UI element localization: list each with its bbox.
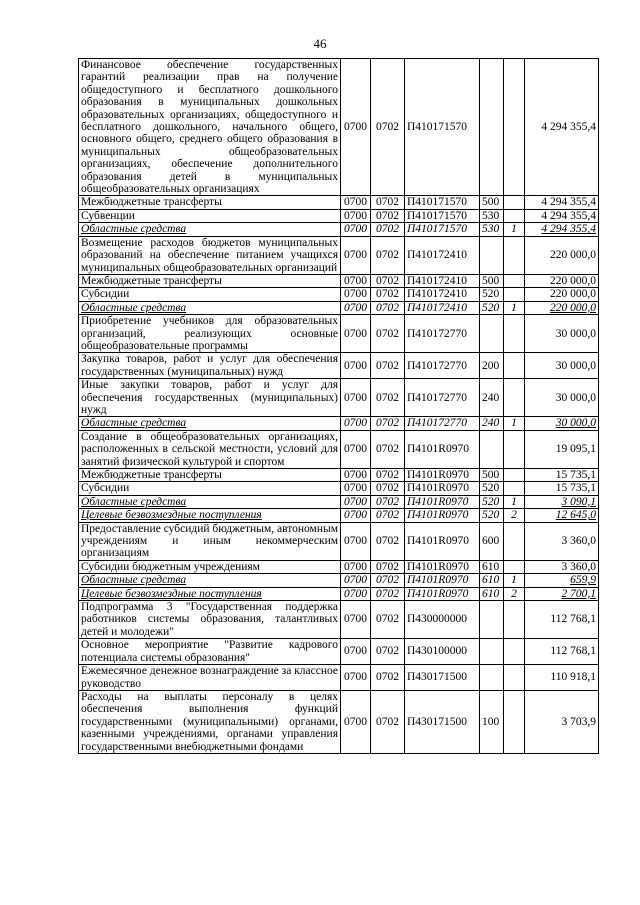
section-code: 0700 (341, 574, 371, 587)
expense-type-code: 520 (480, 482, 504, 495)
amount: 4 294 355,4 (525, 209, 599, 222)
expense-type-code: 500 (480, 469, 504, 482)
funding-source-code (504, 288, 525, 301)
section-code: 0700 (341, 209, 371, 222)
expense-type-code (480, 639, 504, 665)
funding-source-code (504, 469, 525, 482)
row-name: Финансовое обеспечение государственных гарантий реализации прав на получение общедоступного и бесплатного дошкольного образования в муниципальных дошкольных образовательных организациях, общедоступного и бесплатного дошкольного, начального общего, основного общего, среднего общего образования в муниципальных общеобразовательных организациях, обеспечение дополнительного образования детей в муниципальных общеобразовательных организациях (79, 59, 341, 196)
subsection-code: 0702 (371, 353, 405, 379)
section-code: 0700 (341, 560, 371, 573)
target-article-code: П430000000 (405, 601, 480, 639)
section-code: 0700 (341, 301, 371, 314)
target-article-code: П410172770 (405, 417, 480, 430)
expense-type-code: 500 (480, 274, 504, 287)
amount: 220 000,0 (525, 301, 599, 314)
row-name: Основное мероприятие "Развитие кадрового потенциала системы образования" (79, 639, 341, 665)
subsection-code: 0702 (371, 495, 405, 508)
target-article-code: П4101R0970 (405, 430, 480, 468)
section-code: 0700 (341, 601, 371, 639)
row-name: Закупка товаров, работ и услуг для обеспечения государственных (муниципальных) нужд (79, 353, 341, 379)
expense-type-code (480, 665, 504, 691)
table-row (79, 196, 599, 209)
section-code: 0700 (341, 587, 371, 600)
target-article-code: П4101R0970 (405, 560, 480, 573)
funding-source-code: 2 (504, 509, 525, 522)
target-article-code: П410171570 (405, 223, 480, 236)
subsection-code: 0702 (371, 469, 405, 482)
table-row (79, 587, 599, 600)
funding-source-code (504, 482, 525, 495)
row-name: Расходы на выплаты персоналу в целях обеспечения выполнения функций государственными (муниципальными) органами, казенными учреждениями, органами управления государственными внебюджетными фондами (79, 690, 341, 753)
funding-source-code (504, 196, 525, 209)
expense-type-code: 530 (480, 209, 504, 222)
table-row (79, 223, 599, 236)
amount: 3 360,0 (525, 522, 599, 560)
subsection-code: 0702 (371, 482, 405, 495)
table-row (79, 639, 599, 665)
row-name: Субсидии (79, 482, 341, 495)
row-name: Межбюджетные трансферты (79, 274, 341, 287)
table-row (79, 690, 599, 753)
subsection-code: 0702 (371, 509, 405, 522)
row-name: Областные средства (79, 574, 341, 587)
table-row (79, 665, 599, 691)
budget-table (78, 58, 599, 754)
row-name: Предоставление субсидий бюджетным, автономным учреждениям и иным некоммерческим организациям (79, 522, 341, 560)
table-row (79, 288, 599, 301)
table-row (79, 274, 599, 287)
expense-type-code: 530 (480, 223, 504, 236)
expense-type-code (480, 236, 504, 274)
funding-source-code (504, 59, 525, 196)
expense-type-code: 520 (480, 301, 504, 314)
section-code: 0700 (341, 690, 371, 753)
subsection-code: 0702 (371, 274, 405, 287)
amount: 659,9 (525, 574, 599, 587)
row-name: Иные закупки товаров, работ и услуг для обеспечения государственных (муниципальных) нужд (79, 379, 341, 417)
target-article-code: П430171500 (405, 690, 480, 753)
target-article-code: П430171500 (405, 665, 480, 691)
funding-source-code (504, 522, 525, 560)
funding-source-code (504, 209, 525, 222)
amount: 220 000,0 (525, 274, 599, 287)
amount: 110 918,1 (525, 665, 599, 691)
subsection-code: 0702 (371, 236, 405, 274)
table-row (79, 482, 599, 495)
target-article-code: П4101R0970 (405, 587, 480, 600)
amount: 3 090,1 (525, 495, 599, 508)
section-code: 0700 (341, 223, 371, 236)
subsection-code: 0702 (371, 417, 405, 430)
target-article-code: П410172410 (405, 301, 480, 314)
table-row (79, 417, 599, 430)
funding-source-code (504, 379, 525, 417)
subsection-code: 0702 (371, 209, 405, 222)
target-article-code: П410171570 (405, 209, 480, 222)
expense-type-code: 520 (480, 288, 504, 301)
table-row (79, 209, 599, 222)
target-article-code: П410172770 (405, 315, 480, 353)
funding-source-code (504, 560, 525, 573)
expense-type-code: 610 (480, 587, 504, 600)
subsection-code: 0702 (371, 196, 405, 209)
section-code: 0700 (341, 196, 371, 209)
amount: 220 000,0 (525, 236, 599, 274)
section-code: 0700 (341, 288, 371, 301)
funding-source-code: 1 (504, 574, 525, 587)
expense-type-code: 500 (480, 196, 504, 209)
amount: 4 294 355,4 (525, 223, 599, 236)
subsection-code: 0702 (371, 522, 405, 560)
target-article-code: П4101R0970 (405, 509, 480, 522)
table-row (79, 601, 599, 639)
amount: 30 000,0 (525, 417, 599, 430)
funding-source-code: 2 (504, 587, 525, 600)
subsection-code: 0702 (371, 574, 405, 587)
target-article-code: П410172410 (405, 236, 480, 274)
expense-type-code: 610 (480, 574, 504, 587)
row-name: Возмещение расходов бюджетов муниципальных образований на обеспечение питанием учащихся муниципальных общеобразовательных организаций (79, 236, 341, 274)
section-code: 0700 (341, 482, 371, 495)
subsection-code: 0702 (371, 430, 405, 468)
expense-type-code: 520 (480, 495, 504, 508)
funding-source-code: 1 (504, 417, 525, 430)
subsection-code: 0702 (371, 288, 405, 301)
target-article-code: П4101R0970 (405, 469, 480, 482)
page-number: 46 (313, 36, 327, 51)
section-code: 0700 (341, 274, 371, 287)
amount: 15 735,1 (525, 482, 599, 495)
funding-source-code (504, 601, 525, 639)
row-name: Областные средства (79, 417, 341, 430)
target-article-code: П4101R0970 (405, 495, 480, 508)
row-name: Целевые безвозмездные поступления (79, 509, 341, 522)
funding-source-code (504, 353, 525, 379)
subsection-code: 0702 (371, 301, 405, 314)
funding-source-code: 1 (504, 301, 525, 314)
row-name: Создание в общеобразовательных организациях, расположенных в сельской местности, условий для занятий физической культурой и спортом (79, 430, 341, 468)
subsection-code: 0702 (371, 379, 405, 417)
funding-source-code (504, 236, 525, 274)
funding-source-code (504, 430, 525, 468)
table-row (79, 315, 599, 353)
amount: 3 360,0 (525, 560, 599, 573)
row-name: Межбюджетные трансферты (79, 469, 341, 482)
table-row (79, 301, 599, 314)
expense-type-code: 200 (480, 353, 504, 379)
expense-type-code (480, 430, 504, 468)
subsection-code: 0702 (371, 59, 405, 196)
subsection-code: 0702 (371, 690, 405, 753)
row-name: Межбюджетные трансферты (79, 196, 341, 209)
amount: 12 645,0 (525, 509, 599, 522)
subsection-code: 0702 (371, 601, 405, 639)
target-article-code: П4101R0970 (405, 482, 480, 495)
row-name: Областные средства (79, 495, 341, 508)
subsection-code: 0702 (371, 223, 405, 236)
row-name: Подпрограмма 3 "Государственная поддержка работников системы образования, талантливых детей и молодежи" (79, 601, 341, 639)
amount: 30 000,0 (525, 379, 599, 417)
section-code: 0700 (341, 430, 371, 468)
expense-type-code (480, 315, 504, 353)
funding-source-code (504, 690, 525, 753)
section-code: 0700 (341, 236, 371, 274)
row-name: Субвенции (79, 209, 341, 222)
funding-source-code (504, 274, 525, 287)
expense-type-code (480, 59, 504, 196)
table-row (79, 236, 599, 274)
expense-type-code: 600 (480, 522, 504, 560)
section-code: 0700 (341, 315, 371, 353)
expense-type-code: 520 (480, 509, 504, 522)
funding-source-code: 1 (504, 495, 525, 508)
row-name: Областные средства (79, 301, 341, 314)
amount: 220 000,0 (525, 288, 599, 301)
expense-type-code: 610 (480, 560, 504, 573)
section-code: 0700 (341, 417, 371, 430)
section-code: 0700 (341, 639, 371, 665)
row-name: Субсидии бюджетным учреждениям (79, 560, 341, 573)
funding-source-code: 1 (504, 223, 525, 236)
subsection-code: 0702 (371, 315, 405, 353)
row-name: Субсидии (79, 288, 341, 301)
table-row (79, 379, 599, 417)
table-row (79, 353, 599, 379)
table-row (79, 574, 599, 587)
target-article-code: П4101R0970 (405, 522, 480, 560)
amount: 19 095,1 (525, 430, 599, 468)
table-row (79, 560, 599, 573)
amount: 15 735,1 (525, 469, 599, 482)
row-name: Ежемесячное денежное вознаграждение за классное руководство (79, 665, 341, 691)
expense-type-code: 100 (480, 690, 504, 753)
section-code: 0700 (341, 509, 371, 522)
expense-type-code: 240 (480, 379, 504, 417)
subsection-code: 0702 (371, 639, 405, 665)
funding-source-code (504, 639, 525, 665)
subsection-code: 0702 (371, 665, 405, 691)
section-code: 0700 (341, 353, 371, 379)
amount: 2 700,1 (525, 587, 599, 600)
row-name: Приобретение учебников для образовательных организаций, реализующих основные общеобразовательные программы (79, 315, 341, 353)
target-article-code: П410172770 (405, 379, 480, 417)
table-row (79, 509, 599, 522)
funding-source-code (504, 665, 525, 691)
subsection-code: 0702 (371, 560, 405, 573)
amount: 3 703,9 (525, 690, 599, 753)
table-row (79, 59, 599, 196)
amount: 112 768,1 (525, 601, 599, 639)
table-row (79, 469, 599, 482)
row-name: Целевые безвозмездные поступления (79, 587, 341, 600)
row-name: Областные средства (79, 223, 341, 236)
target-article-code: П410171570 (405, 196, 480, 209)
target-article-code: П4101R0970 (405, 574, 480, 587)
target-article-code: П410171570 (405, 59, 480, 196)
target-article-code: П410172770 (405, 353, 480, 379)
amount: 30 000,0 (525, 353, 599, 379)
section-code: 0700 (341, 379, 371, 417)
subsection-code: 0702 (371, 587, 405, 600)
expense-type-code: 240 (480, 417, 504, 430)
target-article-code: П410172410 (405, 288, 480, 301)
amount: 30 000,0 (525, 315, 599, 353)
target-article-code: П430100000 (405, 639, 480, 665)
expense-type-code (480, 601, 504, 639)
section-code: 0700 (341, 469, 371, 482)
amount: 4 294 355,4 (525, 59, 599, 196)
section-code: 0700 (341, 495, 371, 508)
section-code: 0700 (341, 522, 371, 560)
section-code: 0700 (341, 665, 371, 691)
target-article-code: П410172410 (405, 274, 480, 287)
amount: 4 294 355,4 (525, 196, 599, 209)
section-code: 0700 (341, 59, 371, 196)
funding-source-code (504, 315, 525, 353)
table-row (79, 522, 599, 560)
table-row (79, 430, 599, 468)
amount: 112 768,1 (525, 639, 599, 665)
table-row (79, 495, 599, 508)
